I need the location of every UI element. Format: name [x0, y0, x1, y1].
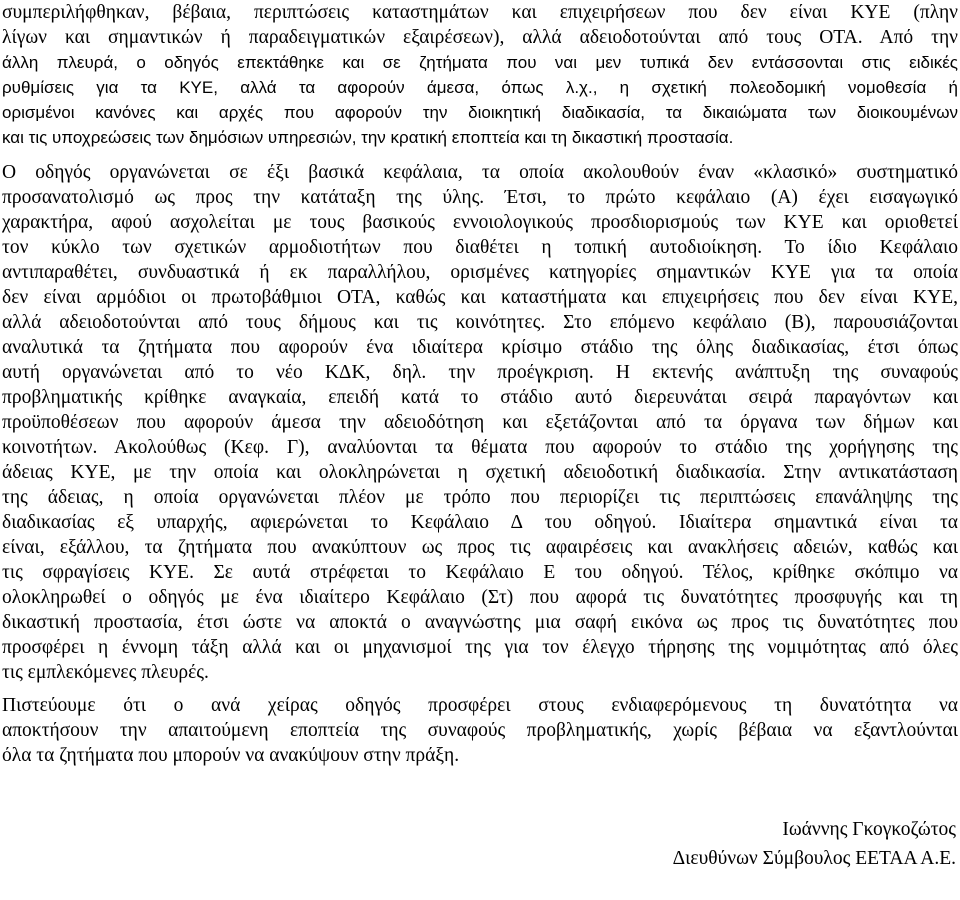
chapters-paragraph: [2, 160, 958, 685]
text-line: δικαστική προστασία, έτσι ώστε να αποκτά ο αναγνώστης μια σαφή εικόνα ως προς τις δυνατότητες που: [2, 612, 958, 633]
text-line: τις σφραγίσεις ΚΥΕ. Σε αυτά στρέφεται το Κεφάλαιο Ε του οδηγού. Τέλος, κρίθηκε σκόπιμο να: [2, 562, 958, 583]
text-line: είναι, εξάλλου, τα ζητήματα που ανακύπτουν ως προς τις αφαιρέσεις και ανακλήσεις αδειών, καθώς και: [2, 537, 958, 558]
text-line: αλλά αδειοδοτούνται από τους δήμους και τις κοινότητες. Στο επόμενο κεφάλαιο (Β), παρουσιάζονται: [2, 312, 958, 333]
text-line: προβληματικής κρίθηκε αναγκαία, επειδή κατά το στάδιο αυτό διερευνάται σειρά παραγόντων και: [2, 387, 958, 408]
text-line: χαρακτήρα, αφού ασχολείται με τους βασικούς εννοιολογικούς προσδιορισμούς των ΚΥΕ και οριοθετεί: [2, 212, 958, 233]
text-line: προσανατολισμό ως προς την κατάταξη της ύλης. Έτσι, το πρώτο κεφάλαιο (Α) έχει εισαγωγικό: [2, 187, 958, 208]
text-line: κοινοτήτων. Ακολούθως (Κεφ. Γ), αναλύονται τα θέματα που αφορούν το στάδιο της χορήγησης της: [2, 437, 958, 458]
intro-paragraph: [2, 0, 958, 150]
text-line: ολοκληρωθεί ο οδηγός με ένα ιδιαίτερο Κεφάλαιο (Στ) που αφορά τις δυνατότητες προσφυγής και τη: [2, 587, 958, 608]
document-page: [2, 0, 958, 872]
text-line: τις εμπλεκόμενες πλευρές.: [2, 662, 209, 683]
text-line: αποκτήσουν την απαιτούμενη εποπτεία της συναφούς προβληματικής, χωρίς βέβαια να εξαντλούνται: [2, 720, 958, 741]
text-line: άλλη πλευρά, ο οδηγός επεκτάθηκε και σε ζητήματα που ναι μεν τυπικά δεν εντάσσονται στις ειδικές: [2, 53, 958, 72]
text-line: δεν είναι αρμόδιοι οι πρωτοβάθμιοι ΟΤΑ, καθώς και καταστήματα και επιχειρήσεις που δεν είναι ΚΥΕ,: [2, 287, 958, 308]
text-line: άδειας ΚΥΕ, με την οποία και ολοκληρώνεται η σχετική αδειοδοτική διαδικασία. Στην αντικατάσταση: [2, 462, 958, 483]
text-line: τον κύκλο των σχετικών αρμοδιοτήτων που διαθέτει η τοπική αυτοδιοίκηση. Το ίδιο Κεφάλαιο: [2, 237, 958, 258]
text-line: αναλυτικά τα ζητήματα που αφορούν ένα ιδιαίτερα κρίσιμο στάδιο της όλης διαδικασίας, έτσι όπως: [2, 337, 958, 358]
text-line: ορισμένοι κανόνες και αρχές που αφορούν την διοικητική διαδικασία, τα δικαιώματα των διοικουμένων: [2, 103, 958, 122]
text-line: αυτή οργανώνεται από το νέο ΚΔΚ, δηλ. την προέγκριση. Η εκτενής ανάπτυξη της συναφούς: [2, 362, 958, 383]
text-line: Ο οδηγός οργανώνεται σε έξι βασικά κεφάλαια, τα οποία ακολουθούν έναν «κλασικό» συστηματικό: [2, 162, 958, 183]
text-line: λίγων και σημαντικών ή παραδειγματικών εξαιρέσεων), αλλά αδειοδοτούνται από τους ΟΤΑ. Από την: [2, 27, 958, 48]
closing-paragraph: [2, 693, 958, 768]
signature-title: Διευθύνων Σύμβουλος ΕΕΤΑΑ Α.Ε.: [672, 848, 956, 869]
text-line: όλα τα ζητήματα που μπορούν να ανακύψουν στην πράξη.: [2, 745, 460, 766]
signature-name: Ιωάννης Γκογκοζώτος: [782, 819, 956, 840]
text-line: διαδικασίας εξ υπαρχής, αφιερώνεται το Κεφάλαιο Δ του οδηγού. Ιδιαίτερα σημαντικά είναι τα: [2, 512, 958, 533]
signature-block: [2, 816, 958, 872]
text-line: προϋποθέσεων που αφορούν άμεσα την αδειοδότηση και εξετάζονται από τα όργανα των δήμων και: [2, 412, 958, 433]
text-line: και τις υποχρεώσεις των δημόσιων υπηρεσιών, την κρατική εποπτεία και τη δικαστική προστασία.: [2, 128, 734, 147]
text-line: ρυθμίσεις για τα ΚΥΕ, αλλά τα αφορούν άμεσα, όπως λ.χ., η σχετική πολεοδομική νομοθεσία ή: [2, 78, 958, 97]
text-line: της άδειας, η οποία οργανώνεται πλέον με τρόπο που περιορίζει τις περιπτώσεις επανάληψης της: [2, 487, 958, 508]
text-line: συμπεριλήφθηκαν, βέβαια, περιπτώσεις καταστημάτων και επιχειρήσεων που δεν είναι ΚΥΕ (πλην: [2, 2, 958, 23]
text-line: αντιπαραθέτει, συνδυαστικά ή εκ παραλλήλου, ορισμένες κατηγορίες σημαντικών ΚΥΕ για τα οποία: [2, 262, 958, 283]
text-line: προσφέρει η έννομη τάξη αλλά και οι μηχανισμοί της για τον έλεγχο τήρησης της νομιμότητας από όλες: [2, 637, 958, 658]
text-line: Πιστεύουμε ότι ο ανά χείρας οδηγός προσφέρει στους ενδιαφερόμενους τη δυνατότητα να: [2, 695, 958, 716]
